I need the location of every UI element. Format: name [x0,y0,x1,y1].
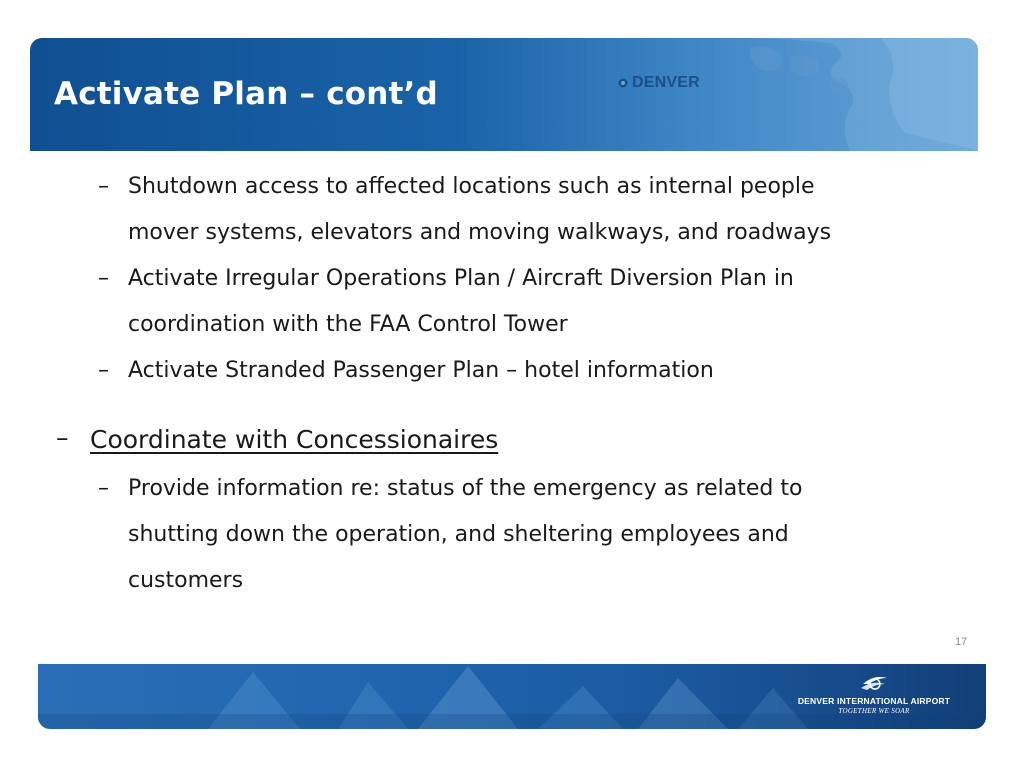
bullet-1-line-2: mover systems, elevators and moving walkways, and roadways [128,220,832,245]
brand-mark-icon [618,78,628,88]
bullet-1-line-1: Shutdown access to affected locations such as internal people [128,174,815,199]
header-banner [30,38,978,151]
bullet-dash: – [98,476,109,501]
section-bullet-line-1: Provide information re: status of the emergency as related to [128,476,803,501]
bullet-dash: – [98,266,109,291]
section-dash: – [56,423,69,452]
bullet-2-line-1: Activate Irregular Operations Plan / Aircraft Diversion Plan in [128,266,794,291]
page-number: 17 [955,636,968,648]
airport-tagline: TOGETHER WE SOAR [838,707,910,715]
footer-banner [38,664,986,729]
airport-name: DENVER INTERNATIONAL AIRPORT [797,696,951,706]
page-title: Activate Plan – cont’d [54,76,438,112]
section-bullet-line-3: customers [128,568,244,593]
bullet-2-line-2: coordination with the FAA Control Tower [128,312,568,337]
map-graphic [550,38,978,151]
denver-brand [618,74,700,92]
bullet-dash: – [98,174,109,199]
bullet-dash: – [98,358,109,383]
airport-logo-block [794,672,954,715]
section-bullet-line-2: shutting down the operation, and sheltering employees and [128,522,789,547]
section-heading: Coordinate with Concessionaires [90,425,499,454]
airport-logo-icon [859,672,889,694]
brand-text: DENVER [632,74,700,91]
bullet-3-line-1: Activate Stranded Passenger Plan – hotel information [128,358,714,383]
